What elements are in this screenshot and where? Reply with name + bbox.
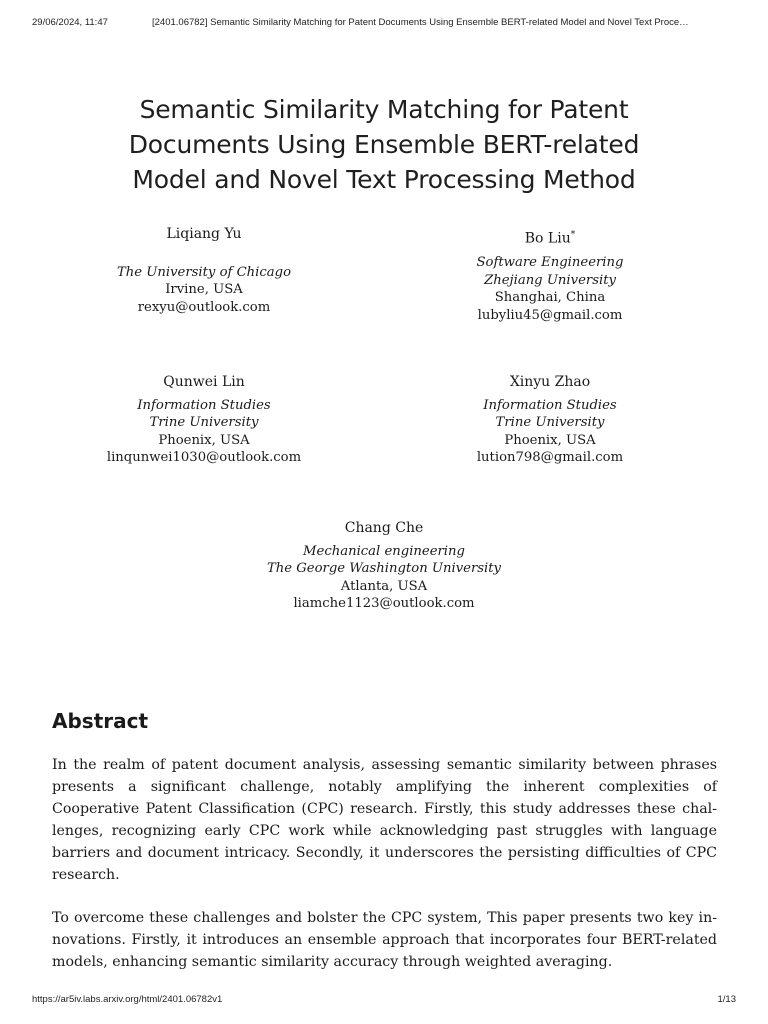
author-location: Phoenix, USA xyxy=(504,432,596,448)
author-name: Qunwei Lin xyxy=(163,374,245,390)
author-department: Mechanical engineering xyxy=(303,543,465,559)
corresponding-author-mark: * xyxy=(570,230,576,240)
author-name: Liqiang Yu xyxy=(166,226,242,242)
print-footer xyxy=(32,994,736,1005)
author-location: Shanghai, China xyxy=(494,290,606,306)
abstract-heading: Abstract xyxy=(52,709,149,733)
author-name xyxy=(420,227,680,248)
print-datetime: 29/06/2024, 11:47 xyxy=(32,17,108,28)
author-location: Atlanta, USA xyxy=(340,578,428,594)
author-name-text: Bo Liu xyxy=(524,230,571,247)
author-affiliation: The George Washington University xyxy=(266,561,502,576)
print-url: https://ar5iv.labs.arxiv.org/html/2401.06782v1 xyxy=(32,994,223,1005)
page-number: 1/13 xyxy=(717,994,736,1005)
abstract-paragraph-2: To overcome these challenges and bolster the CPC system, This paper presents two key innovations. Firstly, it introduces an ensemble approach that incorporates four BERT-related models, enhancing semantic similarity accuracy through weighted averaging. xyxy=(52,910,717,970)
author-name: Xinyu Zhao xyxy=(509,374,591,390)
author-department: Software Engineering xyxy=(476,255,624,271)
author-block-4 xyxy=(420,374,680,467)
author-block-3 xyxy=(74,374,334,467)
author-department: Information Studies xyxy=(483,397,617,413)
paper-title: Semantic Similarity Matching for Patent Documents Using Ensemble BERT-related Model and Novel Text Processing Method xyxy=(128,95,640,194)
author-block-5 xyxy=(254,520,514,613)
author-block-1 xyxy=(74,226,334,316)
author-email: liamche1123@outlook.com xyxy=(293,596,475,611)
author-affiliation: Trine University xyxy=(149,415,259,430)
author-email: rexyu@outlook.com xyxy=(137,299,271,315)
author-affiliation: Trine University xyxy=(495,415,605,430)
author-location: Phoenix, USA xyxy=(158,432,250,448)
author-email: lubyliu45@gmail.com xyxy=(477,307,623,323)
author-email: lution798@gmail.com xyxy=(476,450,624,465)
abstract-paragraph-1: In the realm of patent document analysis, assessing semantic similarity between phrases presents a significant challenge, notably amplifying the inherent complexities of Cooperative Patent Classification (CPC) research. Firstly, this study addresses these challenges, recognizing early CPC work while acknowledging past struggles with language barriers and document intricacy. Secondly, it underscores the persisting difficulties of CPC research. xyxy=(52,757,717,883)
author-department: Information Studies xyxy=(137,397,271,413)
author-name: Chang Che xyxy=(344,520,424,536)
print-doc-title: [2401.06782] Semantic Similarity Matching for Patent Documents Using Ensemble BERT-related Model and Novel Text Proce… xyxy=(152,17,689,28)
author-affiliation: The University of Chicago xyxy=(116,264,292,280)
author-location: Irvine, USA xyxy=(165,282,243,297)
author-block-2 xyxy=(420,227,680,324)
author-email: linqunwei1030@outlook.com xyxy=(106,450,302,465)
author-affiliation: Zhejiang University xyxy=(484,272,616,288)
